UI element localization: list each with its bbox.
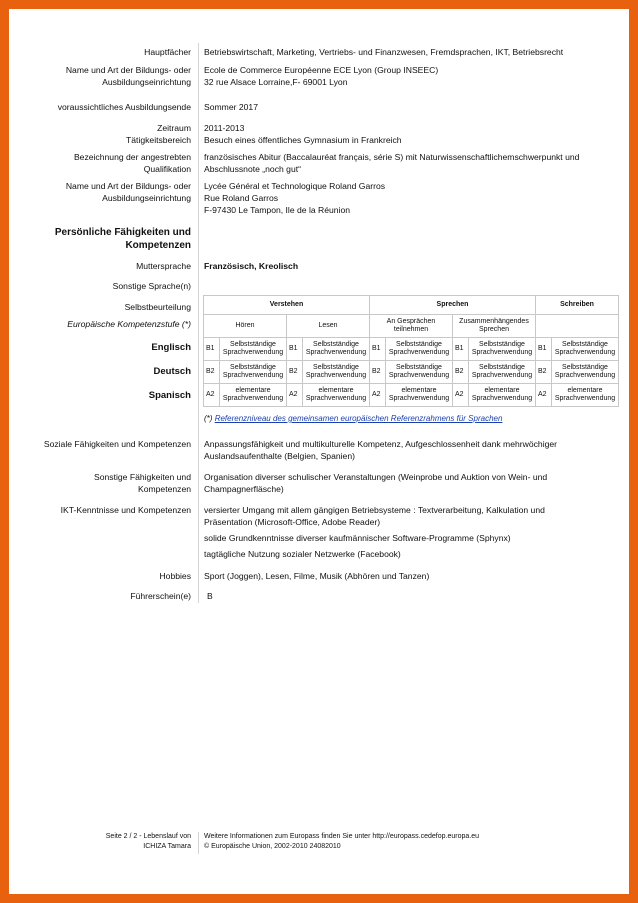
label-hauptfaecher: Hauptfächer bbox=[144, 47, 191, 57]
lang-name-englisch: Englisch bbox=[151, 342, 191, 353]
value-muttersprache: Französisch, Kreolisch bbox=[204, 261, 299, 271]
value-ikt-line1: versierter Umgang mit allem gängigen Betriebsysteme : Textverarbeitung, Kalkulation und bbox=[204, 505, 545, 515]
descriptor-cell: Selbstständige Sprachverwendung bbox=[552, 361, 619, 384]
label-soziale: Soziale Fähigkeiten und Kompetenzen bbox=[43, 439, 191, 449]
label-institution1-line1: Name und Art der Bildungs- oder bbox=[65, 65, 191, 75]
value-qualifikation-line2: Abschlussnote „noch gut“ bbox=[204, 164, 301, 174]
subheader-schreiben-empty bbox=[536, 315, 619, 338]
level-cell: B2 bbox=[287, 361, 303, 384]
descriptor-cell: Selbstständige Sprachverwendung bbox=[469, 338, 536, 361]
label-sonstige-line1: Sonstige Fähigkeiten und bbox=[94, 472, 191, 482]
level-cell: A2 bbox=[287, 384, 303, 407]
table-row-spanisch bbox=[204, 384, 619, 407]
footer-name: ICHIZA Tamara bbox=[143, 843, 191, 850]
label-sonstige-sprache: Sonstige Sprache(n) bbox=[112, 281, 191, 291]
label-qualifikation-line2: Qualifikation bbox=[143, 164, 191, 174]
level-cell: B1 bbox=[453, 338, 469, 361]
table-row-deutsch bbox=[204, 361, 619, 384]
lang-name-deutsch: Deutsch bbox=[153, 366, 191, 377]
level-cell: A2 bbox=[536, 384, 552, 407]
level-cell: A2 bbox=[453, 384, 469, 407]
value-institution2-line1: Lycée Général et Technologique Roland Garros bbox=[204, 181, 386, 191]
level-cell: B2 bbox=[370, 361, 386, 384]
lang-name-spanisch: Spanisch bbox=[148, 390, 191, 401]
descriptor-cell: Selbstständige Sprachverwendung bbox=[303, 338, 370, 361]
descriptor-cell: elementare Sprachverwendung bbox=[469, 384, 536, 407]
section-heading-line2: Kompetenzen bbox=[125, 240, 191, 251]
section-heading-line1: Persönliche Fähigkeiten und bbox=[54, 227, 191, 238]
descriptor-cell: Selbstständige Sprachverwendung bbox=[303, 361, 370, 384]
value-ikt-line3: solide Grundkenntnisse diverser kaufmännischer Software-Programme (Sphynx) bbox=[204, 533, 511, 543]
value-qualifikation-line1: französisches Abitur (Baccalauréat français, série S) mit Naturwissenschaftlichemschwerpunkt und bbox=[204, 152, 580, 162]
label-fuehrerschein: Führerschein(e) bbox=[130, 591, 191, 601]
value-institution2-line3: F-97430 Le Tampon, Ile de la Réunion bbox=[204, 205, 351, 215]
language-table bbox=[203, 295, 619, 407]
level-cell: B2 bbox=[536, 361, 552, 384]
level-cell: B2 bbox=[204, 361, 220, 384]
descriptor-cell: elementare Sprachverwendung bbox=[552, 384, 619, 407]
note-asterisk: (*) bbox=[204, 414, 213, 423]
value-ikt-line2: Präsentation (Microsoft-Office, Adobe Reader) bbox=[204, 517, 381, 527]
descriptor-cell: Selbstständige Sprachverwendung bbox=[220, 338, 287, 361]
descriptor-cell: Selbstständige Sprachverwendung bbox=[386, 338, 453, 361]
label-zeitraum: Zeitraum bbox=[157, 123, 191, 133]
value-sonstige-line1: Organisation diverser schulischer Veranstaltungen (Weinprobe und Auktion von Wein- und bbox=[204, 472, 548, 482]
value-soziale-line2: Auslandsaufenthalte (Belgien, Spanien) bbox=[204, 451, 355, 461]
value-taetigkeit: Besuch eines öffentliches Gymnasium in Frankreich bbox=[204, 135, 402, 145]
subheader-lesen: Lesen bbox=[287, 315, 370, 338]
footer-page-info: Seite 2 / 2 - Lebenslauf von bbox=[105, 833, 191, 840]
label-taetigkeit: Tätigkeitsbereich bbox=[126, 135, 191, 145]
level-cell: B1 bbox=[287, 338, 303, 361]
descriptor-cell: elementare Sprachverwendung bbox=[386, 384, 453, 407]
descriptor-cell: Selbstständige Sprachverwendung bbox=[220, 361, 287, 384]
subheader-gespraeche: An Gesprächen teilnehmen bbox=[370, 315, 453, 338]
value-hauptfaecher: Betriebswirtschaft, Marketing, Vertriebs- und Finanzwesen, Fremdsprachen, IKT, Betriebsrecht bbox=[204, 47, 564, 57]
level-cell: B2 bbox=[453, 361, 469, 384]
value-fuehrerschein: B bbox=[207, 591, 213, 601]
header-sprechen: Sprechen bbox=[370, 296, 536, 315]
level-cell: B1 bbox=[204, 338, 220, 361]
label-sonstige-line2: Kompetenzen bbox=[137, 484, 191, 494]
value-soziale-line1: Anpassungsfähigkeit und multikulturelle Kompetenz, Aufgeschlossenheit dank mehrwöchiger bbox=[204, 439, 558, 449]
descriptor-cell: elementare Sprachverwendung bbox=[303, 384, 370, 407]
value-zeitraum: 2011-2013 bbox=[204, 123, 245, 133]
cv-page bbox=[9, 9, 629, 894]
header-schreiben: Schreiben bbox=[536, 296, 619, 315]
footer-divider bbox=[198, 832, 199, 854]
table-row-englisch bbox=[204, 338, 619, 361]
cefr-note bbox=[204, 414, 502, 423]
descriptor-cell: elementare Sprachverwendung bbox=[220, 384, 287, 407]
value-institution1-line1: Ecole de Commerce Européenne ECE Lyon (Group INSEEC) bbox=[204, 65, 439, 75]
label-kompetenzstufe: Europäische Kompetenzstufe (*) bbox=[67, 319, 191, 329]
value-ikt-line4: tagtägliche Nutzung sozialer Netzwerke (Facebook) bbox=[204, 549, 401, 559]
label-qualifikation-line1: Bezeichnung der angestrebten bbox=[73, 152, 191, 162]
value-institution2-line2: Rue Roland Garros bbox=[204, 193, 279, 203]
descriptor-cell: Selbstständige Sprachverwendung bbox=[386, 361, 453, 384]
value-institution1-line2: 32 rue Alsace Lorraine,F- 69001 Lyon bbox=[204, 77, 348, 87]
level-cell: A2 bbox=[204, 384, 220, 407]
descriptor-cell: Selbstständige Sprachverwendung bbox=[552, 338, 619, 361]
value-ausbildungsende: Sommer 2017 bbox=[204, 102, 258, 112]
label-institution1-line2: Ausbildungseinrichtung bbox=[102, 77, 191, 87]
subheader-hoeren: Hören bbox=[204, 315, 287, 338]
level-cell: A2 bbox=[370, 384, 386, 407]
subheader-zusammenhaengend: Zusammenhängendes Sprechen bbox=[453, 315, 536, 338]
descriptor-cell: Selbstständige Sprachverwendung bbox=[469, 361, 536, 384]
value-hobbies: Sport (Joggen), Lesen, Filme, Musik (Abhören und Tanzen) bbox=[204, 571, 430, 581]
value-sonstige-line2: Champagnerfläsche) bbox=[204, 484, 284, 494]
header-verstehen: Verstehen bbox=[204, 296, 370, 315]
level-cell: B1 bbox=[370, 338, 386, 361]
footer-copyright: © Europäische Union, 2002-2010 24082010 bbox=[204, 843, 341, 850]
cefr-link[interactable]: Referenzniveau des gemeinsamen europäischen Referenzrahmens für Sprachen bbox=[214, 414, 503, 423]
label-selbstbeurteilung: Selbstbeurteilung bbox=[124, 302, 191, 312]
label-ikt: IKT-Kenntnisse und Kompetenzen bbox=[60, 505, 191, 515]
label-institution2-line1: Name und Art der Bildungs- oder bbox=[65, 181, 191, 191]
label-muttersprache: Muttersprache bbox=[136, 261, 191, 271]
footer-europass-info: Weitere Informationen zum Europass finden Sie unter http://europass.cedefop.europa.eu bbox=[204, 833, 479, 840]
column-divider bbox=[198, 43, 199, 603]
label-institution2-line2: Ausbildungseinrichtung bbox=[102, 193, 191, 203]
level-cell: B1 bbox=[536, 338, 552, 361]
label-ausbildungsende: voraussichtliches Ausbildungsende bbox=[57, 102, 191, 112]
label-hobbies: Hobbies bbox=[159, 571, 191, 581]
